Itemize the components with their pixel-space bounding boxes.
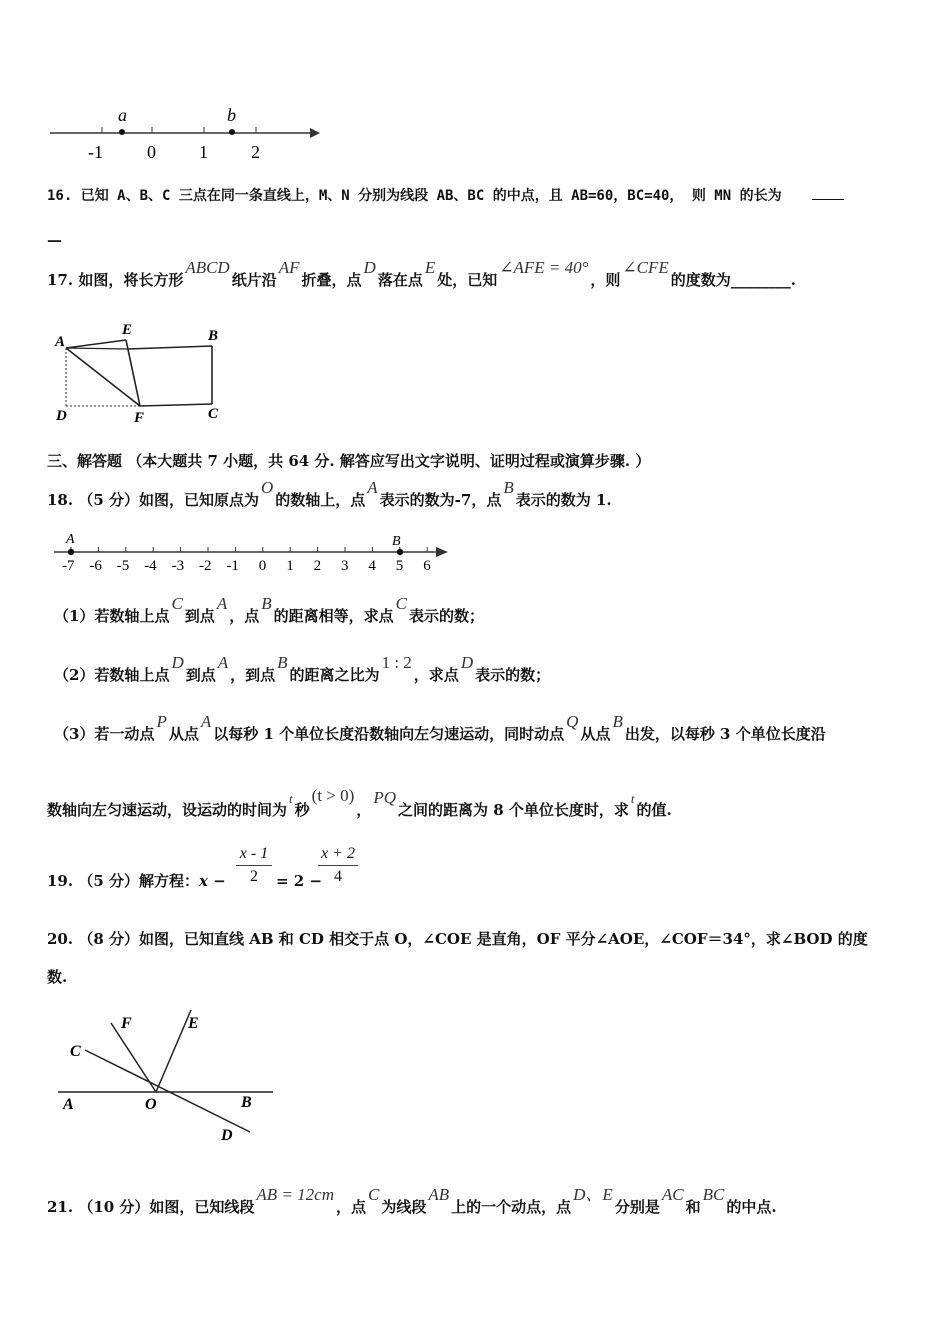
tick-label: 1	[286, 558, 294, 574]
tick-label: 3	[341, 558, 349, 574]
q16-continuation: —	[47, 231, 62, 249]
question-18-3-cont: 数轴向左匀速运动，设运动的时间为t秒(t > 0)，PQ之间的距离为 8 个单位长度时，求t的值.	[47, 786, 672, 819]
tick-label: 0	[258, 558, 267, 574]
question-17: 17. 如图，将长方形ABCD纸片沿AF折叠，点D落在点E处，已知∠AFE = 40°，则∠CFE的度数为________.	[47, 258, 797, 289]
question-18: 18. （5 分）如图，已知原点为O的数轴上，点A表示的数为-7，点B表示的数为 1.	[47, 478, 612, 509]
tick-label: 0	[147, 142, 156, 162]
fraction-1: x - 1 2	[236, 845, 272, 886]
fraction-2: x + 2 4	[318, 845, 358, 886]
label-A: A	[66, 532, 75, 547]
label-F: F	[121, 1015, 132, 1032]
question-16	[47, 186, 844, 206]
q16-blank	[812, 199, 844, 200]
label-E: E	[188, 1015, 199, 1032]
question-21: 21. （10 分）如图，已知线段AB = 12cm，点C为线段AB上的一个动点，点D、E分别是AC和BC的中点.	[47, 1185, 777, 1216]
label-E: E	[122, 322, 133, 338]
figure-20-intersecting-lines	[55, 1008, 285, 1148]
tick-label: 5	[395, 558, 404, 574]
label-A: A	[63, 1096, 74, 1113]
tick-label: 4	[368, 558, 376, 574]
question-20-line2: 数.	[47, 968, 68, 986]
label-D: D	[56, 408, 67, 424]
tick-label: -2	[199, 558, 212, 574]
tick-label: -5	[116, 558, 130, 574]
tick-label: -1	[88, 142, 103, 162]
tick-label: -1	[226, 558, 239, 574]
question-18-3: （3）若一动点P从点A以每秒 1 个单位长度沿数轴向左匀速运动，同时动点Q从点B出发，以每秒 3 个单位长度沿	[54, 712, 826, 743]
tick-label: 2	[313, 558, 322, 574]
question-18-2: （2）若数轴上点D到点A，到点B的距离之比为1 : 2，求点D表示的数；	[54, 653, 551, 684]
question-18-1: （1）若数轴上点C到点A，点B的距离相等，求点C表示的数；	[54, 594, 484, 625]
tick-label: 6	[423, 558, 431, 574]
tick-label: 1	[199, 142, 208, 162]
label-D: D	[221, 1127, 233, 1144]
tick-label: -7	[62, 558, 75, 574]
label-C: C	[70, 1043, 81, 1060]
label-a: a	[118, 105, 127, 125]
label-O: O	[145, 1096, 157, 1113]
question-19: 19. （5 分）解方程：x −	[47, 872, 226, 890]
q16-text: 16. 已知 A、B、C 三点在同一条直线上，M、N 分别为线段 AB、BC 的中点，且 AB=60，BC=40， 则 MN 的长为	[47, 188, 782, 204]
tick-label: -3	[171, 558, 185, 574]
tick-label: -4	[144, 558, 157, 574]
question-20-line1: 20. （8 分）如图，已知直线 AB 和 CD 相交于点 O，∠COE 是直角，OF 平分∠AOE，∠COF＝34°，求∠BOD 的度	[47, 930, 868, 948]
figure-17-rectangle-fold	[50, 318, 240, 428]
label-C: C	[208, 406, 219, 422]
tick-label: -6	[89, 558, 102, 574]
q19-mid: = 2 −	[276, 872, 323, 890]
tick-label: 2	[251, 142, 260, 162]
label-B: B	[392, 534, 401, 549]
label-B: B	[208, 328, 219, 344]
label-b: b	[227, 105, 236, 125]
section-3-heading: 三、解答题 （本大题共 7 小题，共 64 分. 解答应写出文字说明、证明过程或演算步骤. ）	[47, 452, 651, 470]
label-F: F	[134, 410, 145, 426]
number-line-18	[48, 528, 458, 578]
label-A: A	[55, 334, 66, 350]
label-B: B	[241, 1094, 252, 1111]
number-line-ab	[40, 100, 330, 170]
